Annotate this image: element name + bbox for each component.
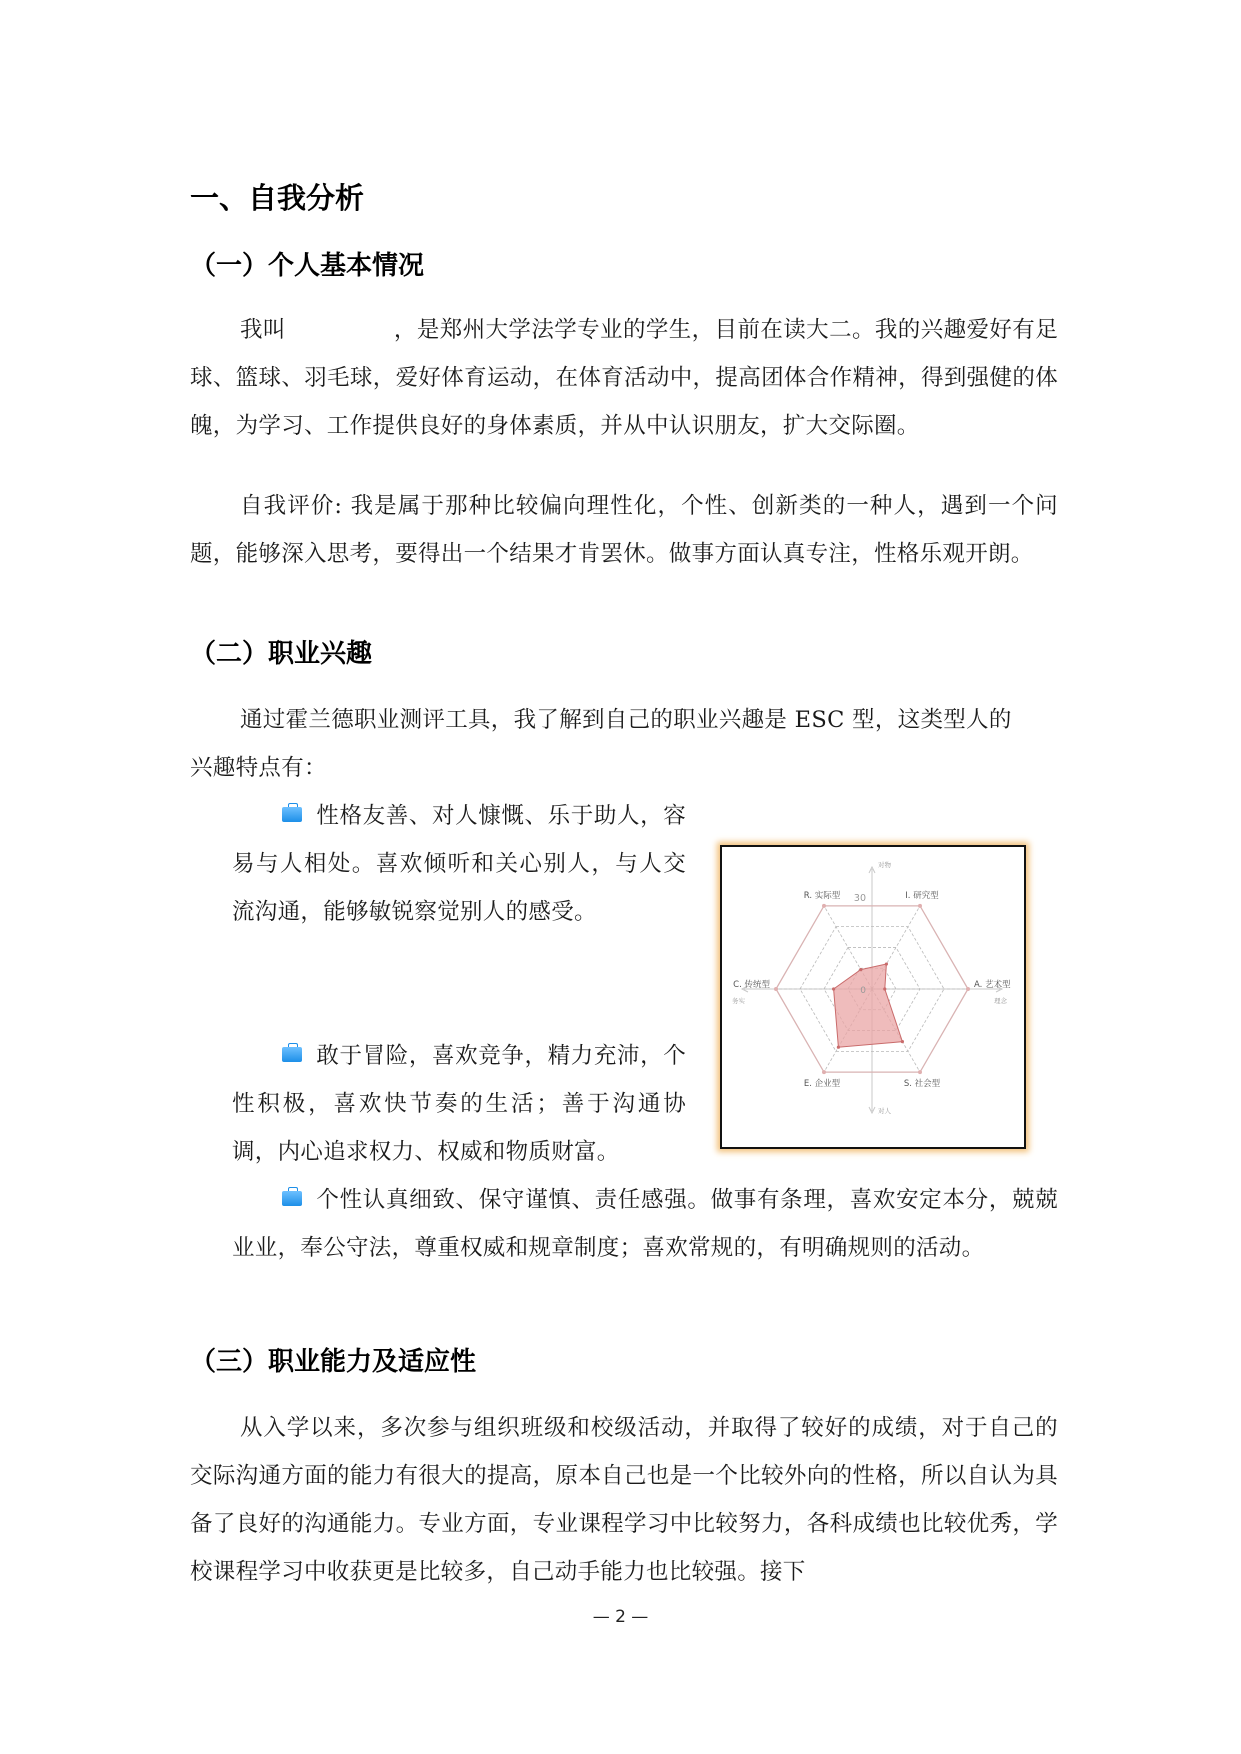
- radar-vertex-dot: [774, 987, 778, 991]
- page-number: — 2 —: [592, 1607, 649, 1627]
- radar-vertex-dot: [822, 1070, 826, 1074]
- radar-vertex-dot: [918, 904, 922, 908]
- radar-data-point: [832, 987, 835, 990]
- radar-vertex-dot: [918, 1070, 922, 1074]
- briefcase-icon: [282, 807, 302, 822]
- radar-axis-label: E. 企业型: [803, 1079, 841, 1090]
- section-heading-basic-info: （一）个人基本情况: [190, 251, 425, 281]
- section-heading-ability: （三）职业能力及适应性: [190, 1347, 477, 1377]
- radar-tick-label: 0: [860, 986, 866, 996]
- bullet-item-1: [232, 792, 686, 936]
- radar-vertex-dot: [822, 904, 826, 908]
- radar-axis-label: S. 社会型: [903, 1079, 941, 1090]
- bullet-item-2: [232, 1032, 686, 1176]
- paragraph-ability: 从入学以来，多次参与组织班级和校级活动，并取得了较好的成绩，对于自己的交际沟通方面的能力有很大的提高，原本自己也是一个比较外向的性格，所以自认为具备了良好的沟通能力。专业方面，专业课程学习中比较努力，各科成绩也比较优秀，学校课程学习中收获更是比较多，自己动手能力也比较强。接下: [190, 1415, 1058, 1585]
- paragraph-interest-intro: 通过霍兰德职业测评工具，我了解到自己的职业兴趣是 ESC 型，这类型人的: [240, 707, 1012, 733]
- axis-end-label-bottom: 对人: [878, 1107, 891, 1115]
- paragraph-basic-info-rest: ，是郑州大学法学专业的学生，目前在读大二。我的兴趣爱好有足球、篮球、羽毛球，爱好体育运动，在体育活动中，提高团体合作精神，得到强健的体魄，为学习、工作提供良好的身体素质，并从中认识朋友，扩大交际圈。: [190, 317, 1058, 439]
- radar-data-area: [834, 964, 903, 1047]
- radar-data-point: [901, 1040, 904, 1043]
- radar-data-point: [837, 1046, 840, 1049]
- radar-chart-svg: [722, 847, 1024, 1147]
- radar-axis-label: I. 研究型: [905, 890, 939, 901]
- axis-end-label-left: 务实: [732, 997, 745, 1005]
- bullet-item-1-text: 性格友善、对人慷慨、乐于助人，容易与人相处。喜欢倾听和关心别人，与人交流沟通，能够敏锐察觉别人的感受。: [232, 803, 686, 925]
- bullet-item-3-text: 个性认真细致、保守谨慎、责任感强。做事有条理，喜欢安定本分，兢兢业业，奉公守法，尊重权威和规章制度；喜欢常规的，有明确规则的活动。: [232, 1187, 1058, 1261]
- paragraph-basic-info-start: 我叫: [240, 317, 286, 343]
- radar-vertex-dot: [966, 987, 970, 991]
- axis-end-label-right: 理念: [994, 997, 1007, 1005]
- radar-tick-label: 30: [853, 893, 866, 904]
- radar-axis-label: A. 艺术型: [974, 980, 1011, 990]
- briefcase-icon: [282, 1047, 302, 1062]
- radar-data-point: [885, 962, 888, 965]
- paragraph-basic-info: [190, 306, 1058, 450]
- briefcase-icon: [282, 1191, 302, 1206]
- radar-data-point: [883, 987, 886, 990]
- page-title: 一、自我分析: [190, 181, 365, 215]
- paragraph-interest-intro-cont: 兴趣特点有：: [190, 755, 327, 781]
- paragraph-self-evaluation: 自我评价: 我是属于那种比较偏向理性化，个性、创新类的一种人，遇到一个问题，能够深入思考，要得出一个结果才肯罢休。做事方面认真专注，性格乐观开朗。: [190, 493, 1058, 567]
- bullet-item-3: [232, 1176, 1058, 1272]
- holland-radar-chart: [720, 845, 1026, 1149]
- axis-end-label-top: 对物: [878, 861, 891, 869]
- radar-axis-label: C. 传统型: [733, 980, 770, 990]
- section-heading-career-interest: （二）职业兴趣: [190, 639, 373, 669]
- radar-axis-label: R. 实际型: [803, 890, 841, 901]
- radar-data-point: [859, 968, 862, 971]
- bullet-item-2-text: 敢于冒险，喜欢竞争，精力充沛，个性积极，喜欢快节奏的生活；善于沟通协调，内心追求权力、权威和物质财富。: [232, 1043, 686, 1165]
